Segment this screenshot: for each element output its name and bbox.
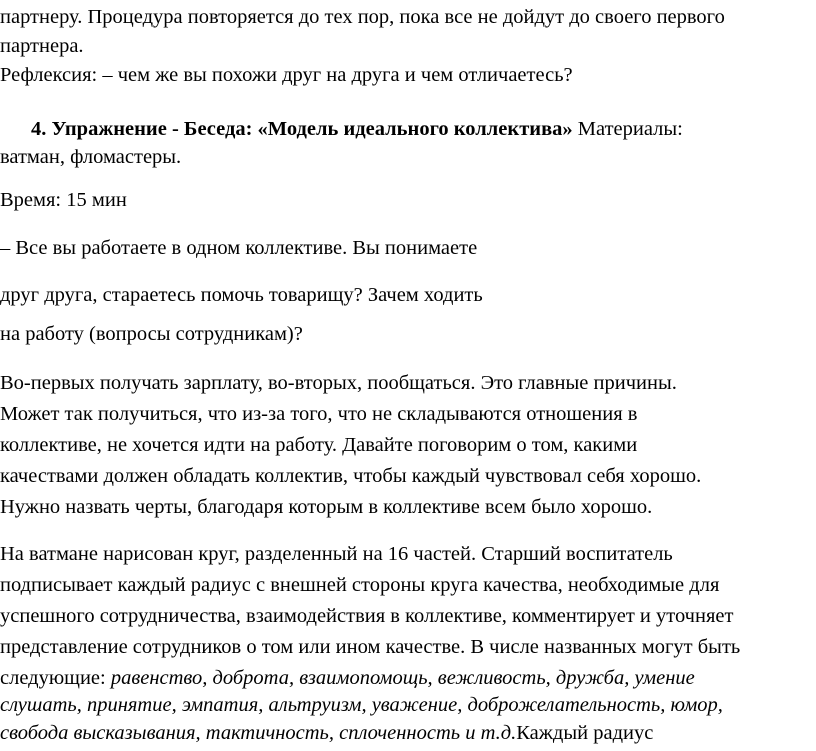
task-text: следующие:	[0, 667, 111, 689]
task-line	[0, 664, 813, 692]
qualities-list: слушать, принятие, эмпатия, альтруизм, уважение, доброжелательность, юмор,	[0, 694, 723, 716]
task-line: На ватмане нарисован круг, разделенный на 16 частей. Старший воспитатель	[0, 543, 673, 565]
qualities-list: свобода высказывания, тактичность, сплоченность и т.д.	[0, 722, 517, 744]
task-line	[0, 691, 813, 719]
answer-line: качествами должен обладать коллектив, чтобы каждый чувствовал себя хорошо.	[0, 465, 702, 487]
answer-line: коллективе, не хочется идти на работу. Давайте поговорим о том, какими	[0, 434, 638, 456]
text-line: партнера.	[0, 35, 84, 57]
time-line: Время: 15 мин	[0, 189, 127, 211]
dialogue-line: на работу (вопросы сотрудникам)?	[0, 323, 303, 345]
task-line: успешного сотрудничества, взаимодействия в коллективе, комментирует и уточняет	[0, 605, 734, 627]
task-line: представление сотрудников о том или ином качестве. В числе названных могут быть	[0, 636, 741, 658]
answer-line: Нужно назвать черты, благодаря которым в коллективе всем было хорошо.	[0, 496, 653, 518]
task-text: Каждый радиус	[516, 722, 654, 744]
task-line: подписывает каждый радиус с внешней стороны круга качества, необходимые для	[0, 574, 720, 596]
dialogue-line: друг друга, стараетесь помочь товарищу? Зачем ходить	[0, 284, 483, 306]
qualities-list: равенство, доброта, взаимопомощь, вежливость, дружба, умение	[110, 667, 695, 689]
task-line	[0, 719, 813, 747]
materials-line: ватман, фломастеры.	[0, 146, 182, 168]
dialogue-line: – Все вы работаете в одном коллективе. Вы понимаете	[0, 237, 478, 259]
text-line: Рефлексия: – чем же вы похожи друг на друга и чем отличаетесь?	[0, 64, 573, 86]
materials-label: Материалы:	[572, 118, 683, 140]
answer-line: Может так получиться, что из-за того, что не складываются отношения в	[0, 403, 638, 425]
exercise-heading-line	[31, 115, 683, 143]
text-line: партнеру. Процедура повторяется до тех пор, пока все не дойдут до своего первого	[0, 6, 725, 28]
exercise-heading: 4. Упражнение - Беседа: «Модель идеального коллектива»	[31, 118, 573, 140]
answer-line: Во-первых получать зарплату, во-вторых, пообщаться. Это главные причины.	[0, 372, 677, 394]
